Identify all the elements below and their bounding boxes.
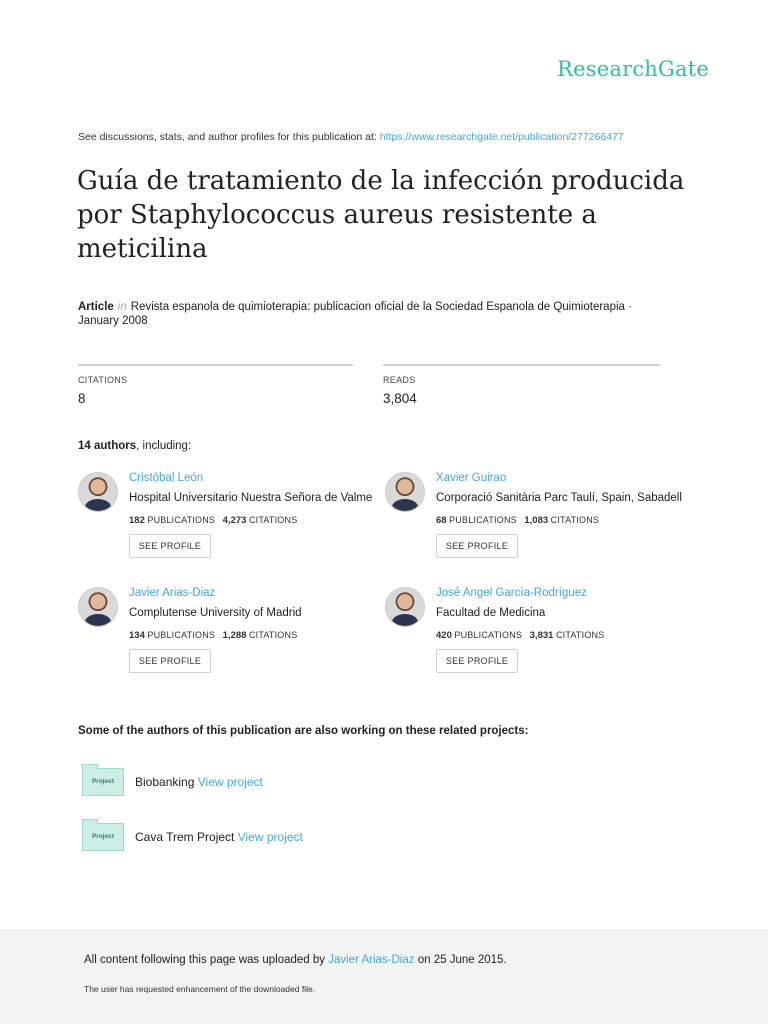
author-institution: Hospital Universitario Nuestra Señora de Valme [129,492,373,504]
publications-count: 134 [129,630,145,641]
uploader-link[interactable]: Javier Arias-Diaz [328,954,415,966]
publications-label: PUBLICATIONS [147,515,216,525]
project-item [82,820,482,854]
author-name-link[interactable]: Cristóbal León [129,472,204,484]
publication-date: January 2008 [78,315,148,327]
citations-count: 1,288 [222,630,247,641]
journal-name: Revista espanola de quimioterapia: publicacion oficial de la Sociedad Espanola de Quimioterapia · [130,301,632,313]
upload-suffix: on 25 June 2015. [417,954,507,966]
author-institution: Corporació Sanitària Parc Taulí, Spain, Sabadell [436,492,682,504]
author-stats [436,515,599,526]
author-stats [129,515,297,526]
author-name-link[interactable]: Xavier Guirao [436,472,507,484]
view-project-link[interactable]: View project [197,775,263,789]
citations-divider [78,364,353,366]
citations-label: CITATIONS [550,515,600,525]
project-icon-label: Project [91,833,115,840]
author-stats [436,630,604,641]
citations-label: CITATIONS [248,515,298,525]
author-institution: Facultad de Medicina [436,607,546,619]
discussion-line [78,131,624,143]
see-profile-button[interactable]: SEE PROFILE [436,534,518,558]
authors-heading [78,440,191,452]
upload-note [84,954,507,966]
author-avatar[interactable] [78,587,118,627]
publications-count: 182 [129,515,145,526]
reads-value: 3,804 [383,391,417,406]
publications-label: PUBLICATIONS [454,630,523,640]
project-icon-label: Project [91,778,115,785]
upload-prefix: All content following this page was uploaded by [84,954,326,966]
enhancement-note: The user has requested enhancement of the downloaded file. [84,984,316,994]
project-text [135,775,263,789]
project-name: Biobanking [135,775,195,789]
publication-title: Guía de tratamiento de la infección producida por Staphylococcus aureus resistente a meticilina [77,166,685,264]
author-institution: Complutense University of Madrid [129,607,302,619]
author-avatar[interactable] [78,472,118,512]
author-avatar[interactable] [385,472,425,512]
author-card [78,587,378,687]
author-stats [129,630,297,641]
researchgate-logo: ResearchGate [557,57,709,81]
authors-count: 14 authors [78,440,137,452]
project-folder-icon[interactable] [82,823,124,851]
citations-count: 4,273 [222,515,247,526]
author-card [385,472,685,572]
publications-count: 68 [436,515,447,526]
reads-label: READS [383,375,416,385]
view-project-link[interactable]: View project [237,830,303,844]
citations-label: CITATIONS [248,630,298,640]
project-name: Cava Trem Project [135,830,235,844]
discussion-text: See discussions, stats, and author profiles for this publication at: [78,131,377,143]
in-label: in [117,301,127,313]
author-card [385,587,685,687]
citations-count: 1,083 [524,515,549,526]
upload-footer [0,929,768,1024]
citations-count: 3,831 [529,630,554,641]
citations-label: CITATIONS [78,375,128,385]
publication-url-link[interactable]: https://www.researchgate.net/publication/277266477 [379,131,624,143]
see-profile-button[interactable]: SEE PROFILE [129,534,211,558]
publications-count: 420 [436,630,452,641]
publications-label: PUBLICATIONS [449,515,517,525]
projects-heading: Some of the authors of this publication are also working on these related projects: [78,725,529,737]
article-meta [78,300,678,328]
author-name-link[interactable]: José Angel García-Rodríguez [436,587,587,599]
publications-label: PUBLICATIONS [147,630,216,640]
see-profile-button[interactable]: SEE PROFILE [436,649,518,673]
project-item [82,765,482,799]
project-folder-icon[interactable] [82,768,124,796]
authors-heading-suffix: , including: [136,440,192,452]
citations-value: 8 [78,391,86,406]
see-profile-button[interactable]: SEE PROFILE [129,649,211,673]
project-text [135,830,303,844]
citations-label: CITATIONS [555,630,605,640]
author-avatar[interactable] [385,587,425,627]
article-type: Article [78,301,114,313]
author-card [78,472,378,572]
author-name-link[interactable]: Javier Arias-Diaz [129,587,216,599]
reads-divider [383,364,660,366]
